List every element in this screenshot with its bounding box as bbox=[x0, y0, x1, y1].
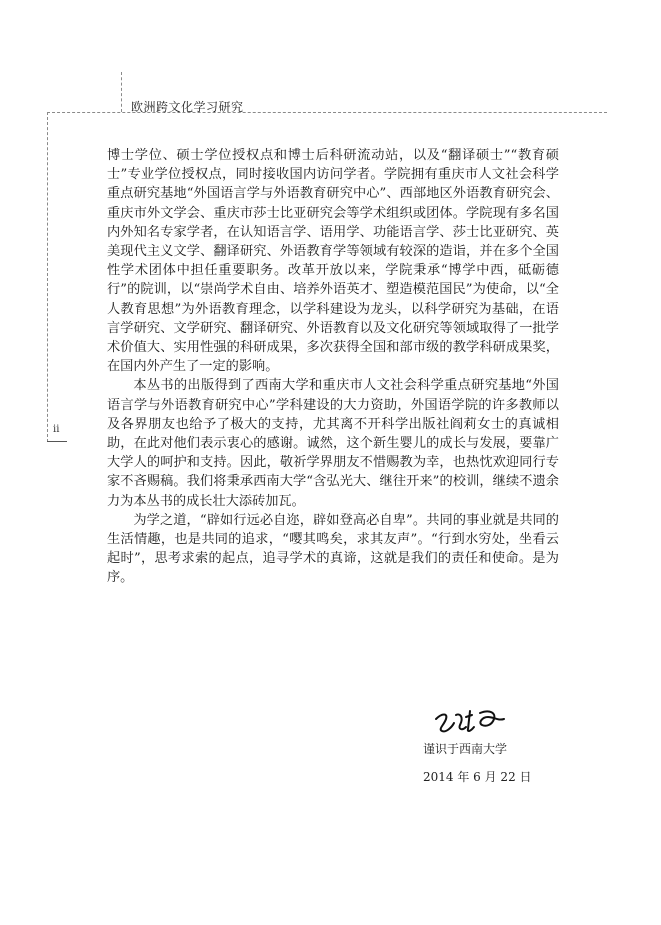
paragraph-2: 本丛书的出版得到了西南大学和重庆市人文社会科学重点研究基地“外国语言学与外语教育研究中心”学科建设的大力资助，外国语学院的许多教师以及各界朋友也给予了极大的支持，尤其离不开科学出版社阎莉女士的真诚相助，在此对他们表示衷心的感谢。诚然，这个新生婴儿的成长与发展，要靠广大学人的呵护和支持。因此，敬祈学界朋友不惜赐教为幸，也热忱欢迎同行专家不吝赐稿。我们将秉承西南大学“含弘光大、继往开来”的校训，继续不遗余力为本丛书的成长壮大添砖加瓦。 bbox=[107, 378, 559, 509]
page-number: ii bbox=[53, 424, 60, 435]
running-header-title: 欧洲跨文化学习研究 bbox=[131, 100, 244, 114]
header-dashed-tick bbox=[121, 72, 122, 112]
signoff-place: 谨识于西南大学 bbox=[423, 742, 508, 756]
paragraph-1: 博士学位、硕士学位授权点和博士后科研流动站，以及“翻译硕士”“教育硕士”专业学位授权点，同时接收国内访问学者。学院拥有重庆市人文社会科学重点研究基地“外国语言学与外语教育研究中心”、西部地区外语教育研究会、重庆市外文学会、重庆市莎士比亚研究会等学术组织或团体。学院现有多名国内外知名专家学者，在认知语言学、语用学、功能语言学、莎士比亚研究、英美现代主义文学、翻译研究、外语教育学等领域有较深的造诣，并在多个全国性学术团体中担任重要职务。改革开放以来，学院秉承“博学中西，砥砺德行”的院训，以“崇尚学术自由、培养外语英才、塑造模范国民”为使命，以“全人教育思想”为外语教育理念，以学科建设为龙头，以科学研究为基础，在语言学研究、文学研究、翻译研究、外语教育以及文化研究等领域取得了一批学术价值大、实用性强的科研成果，多次获得全国和部市级的教学科研成果奖，在国内外产生了一定的影响。 bbox=[107, 148, 559, 375]
margin-dashed-rule bbox=[47, 112, 48, 442]
page-number-rule bbox=[47, 441, 67, 442]
paragraph-3: 为学之道，“辟如行远必自迩，辟如登高必自卑”。共同的事业就是共同的生活情趣，也是共同的追求，“嘤其鸣矣，求其友声”。“行到水穷处，坐看云起时”，思考求索的起点，追寻学术的真谛，这就是我们的责任和使命。是为序。 bbox=[107, 512, 559, 586]
handwritten-signature bbox=[432, 705, 510, 735]
signoff-date: 2014 年 6 月 22 日 bbox=[423, 770, 532, 784]
body-text bbox=[107, 146, 559, 588]
